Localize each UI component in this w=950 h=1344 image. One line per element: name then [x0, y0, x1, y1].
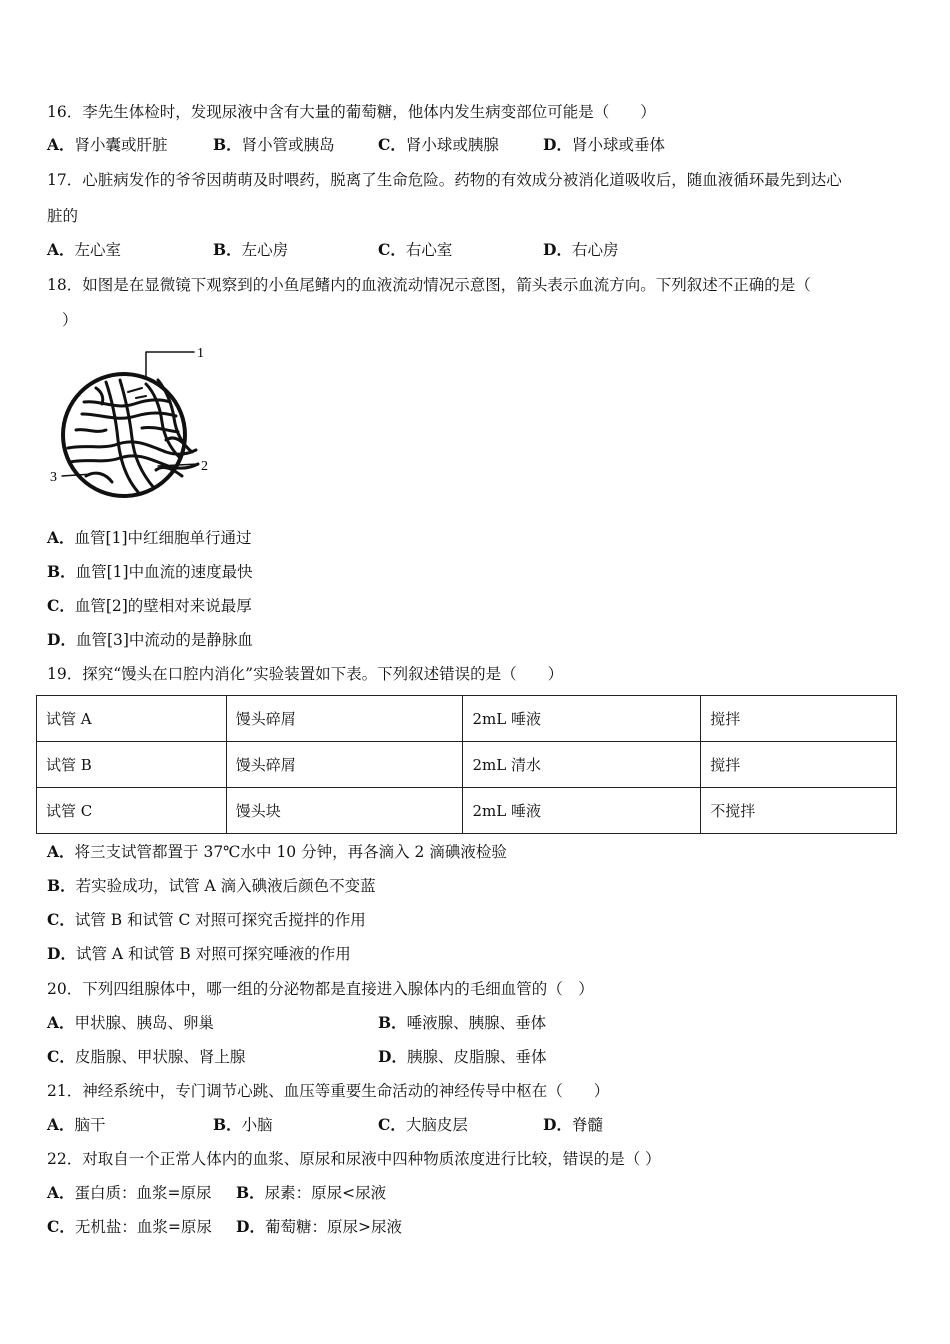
q17-stem-line1: 17．心脏病发作的爷爷因萌萌及时喂药，脱离了生命危险。药物的有效成分被消化道吸收后，随血液循环最先到达心: [47, 171, 842, 189]
option-label: A．: [47, 842, 75, 861]
option-label: A．: [47, 528, 75, 547]
option-text: 唾液腺、胰腺、垂体: [406, 1014, 547, 1032]
q18-option-b[interactable]: [47, 561, 253, 583]
option-label: D．: [543, 1115, 572, 1134]
option-label: C．: [47, 596, 75, 615]
option-label: C．: [378, 1115, 406, 1134]
table-cell: 2mL 清水: [463, 742, 701, 788]
q17-option-b[interactable]: [213, 239, 288, 261]
option-text: 脑干: [74, 1116, 106, 1134]
table-row: [37, 696, 897, 742]
option-label: D．: [543, 135, 572, 154]
q20-option-a[interactable]: [47, 1012, 214, 1034]
option-text: 试管 A 和试管 B 对照可探究唾液的作用: [75, 945, 351, 963]
experiment-table: [36, 695, 897, 834]
q21-option-a[interactable]: [47, 1114, 106, 1136]
q22-option-c[interactable]: [47, 1216, 212, 1238]
option-text: 若实验成功，试管 A 滴入碘液后颜色不变蓝: [75, 877, 376, 895]
option-text: 左心室: [74, 241, 122, 259]
table-cell: 2mL 唾液: [463, 696, 701, 742]
q22-stem: 22．对取自一个正常人体内的血浆、原尿和尿液中四种物质浓度进行比较，错误的是（ ）: [47, 1150, 661, 1168]
q16-option-a[interactable]: [47, 134, 168, 156]
q19-stem: 19．探究“馒头在口腔内消化”实验装置如下表。下列叙述错误的是（ ）: [47, 665, 564, 683]
table-cell: 2mL 唾液: [463, 788, 701, 834]
option-label: D．: [236, 1217, 265, 1236]
option-text: 皮脂腺、甲状腺、肾上腺: [74, 1048, 246, 1066]
option-label: D．: [47, 630, 76, 649]
option-label: B．: [236, 1183, 265, 1202]
q16-option-b[interactable]: [213, 134, 335, 156]
option-label: C．: [378, 240, 406, 259]
q20-option-b[interactable]: [378, 1012, 546, 1034]
option-text: 大脑皮层: [405, 1116, 468, 1134]
q17-stem-line2: 脏的: [47, 207, 79, 225]
q21-option-d[interactable]: [543, 1114, 603, 1136]
q19-option-b[interactable]: [47, 875, 376, 897]
option-label: A．: [47, 240, 75, 259]
q17-option-c[interactable]: [378, 239, 452, 261]
option-text: 将三支试管都置于 37℃水中 10 分钟，再各滴入 2 滴碘液检验: [74, 843, 507, 861]
option-text: 左心房: [241, 241, 289, 259]
option-label: C．: [47, 910, 75, 929]
q21-stem: 21．神经系统中，专门调节心跳、血压等重要生命活动的神经传导中枢在（ ）: [47, 1082, 610, 1100]
q16-stem: 16．李先生体检时，发现尿液中含有大量的葡萄糖，他体内发生病变部位可能是（ ）: [47, 103, 656, 121]
q22-option-d[interactable]: [236, 1216, 402, 1238]
option-text: 血管[1]中血流的速度最快: [75, 563, 253, 581]
option-label: C．: [47, 1217, 75, 1236]
q18-stem-line2: ）: [62, 311, 78, 329]
option-label: A．: [47, 1183, 75, 1202]
option-text: 肾小管或胰岛: [241, 136, 335, 154]
q16-option-c[interactable]: [378, 134, 499, 156]
option-text: 血管[1]中红细胞单行通过: [74, 529, 252, 547]
q20-stem: 20．下列四组腺体中，哪一组的分泌物都是直接进入腺体内的毛细血管的（ ）: [47, 980, 594, 998]
option-text: 葡萄糖：原尿>尿液: [264, 1218, 402, 1236]
option-label: C．: [378, 135, 406, 154]
table-cell: 搅拌: [701, 742, 897, 788]
table-cell: 馒头块: [226, 788, 463, 834]
q20-option-d[interactable]: [378, 1046, 546, 1068]
option-text: 甲状腺、胰岛、卵巢: [74, 1014, 215, 1032]
option-label: B．: [47, 876, 76, 895]
q19-option-c[interactable]: [47, 909, 366, 931]
option-text: 右心室: [405, 241, 453, 259]
figure-label-1: 1: [197, 346, 204, 361]
table-row: [37, 742, 897, 788]
option-text: 肾小囊或肝脏: [74, 136, 168, 154]
option-text: 右心房: [571, 241, 619, 259]
option-label: D．: [47, 944, 76, 963]
q22-option-a[interactable]: [47, 1182, 212, 1204]
table-cell: 试管 A: [37, 696, 227, 742]
option-text: 肾小球或垂体: [571, 136, 665, 154]
fish-tail-microscope-figure: [46, 340, 221, 505]
q22-option-b[interactable]: [236, 1182, 386, 1204]
q20-option-c[interactable]: [47, 1046, 245, 1068]
option-label: D．: [378, 1047, 407, 1066]
figure-label-3: 3: [50, 470, 57, 485]
label-line-1: [146, 352, 194, 376]
option-label: A．: [47, 1115, 75, 1134]
option-text: 蛋白质：血浆=原尿: [74, 1184, 212, 1202]
option-text: 脊髓: [571, 1116, 603, 1134]
option-text: 肾小球或胰腺: [405, 136, 499, 154]
option-text: 血管[3]中流动的是静脉血: [75, 631, 253, 649]
option-label: D．: [543, 240, 572, 259]
option-label: B．: [47, 562, 76, 581]
option-text: 血管[2]的壁相对来说最厚: [74, 597, 252, 615]
option-text: 无机盐：血浆=原尿: [74, 1218, 212, 1236]
option-label: A．: [47, 135, 75, 154]
table-cell: 试管 B: [37, 742, 227, 788]
option-label: C．: [47, 1047, 75, 1066]
q18-option-a[interactable]: [47, 527, 252, 549]
table-cell: 搅拌: [701, 696, 897, 742]
table-cell: 馒头碎屑: [226, 696, 463, 742]
q18-option-d[interactable]: [47, 629, 253, 651]
option-label: A．: [47, 1013, 75, 1032]
option-text: 小脑: [241, 1116, 273, 1134]
option-text: 胰腺、皮脂腺、垂体: [406, 1048, 547, 1066]
table-row: [37, 788, 897, 834]
table-cell: 馒头碎屑: [226, 742, 463, 788]
q19-option-a[interactable]: [47, 841, 507, 863]
q19-option-d[interactable]: [47, 943, 351, 965]
q21-option-c[interactable]: [378, 1114, 468, 1136]
option-label: B．: [378, 1013, 407, 1032]
q18-option-c[interactable]: [47, 595, 252, 617]
option-label: B．: [213, 1115, 242, 1134]
option-label: B．: [213, 240, 242, 259]
q18-stem-line1: 18．如图是在显微镜下观察到的小鱼尾鳍内的血液流动情况示意图，箭头表示血流方向。下列叙述不正确的是（: [47, 276, 811, 294]
blood-vessel-network: [68, 380, 198, 492]
table-cell: 不搅拌: [701, 788, 897, 834]
figure-label-2: 2: [201, 459, 208, 474]
q16-option-d[interactable]: [543, 134, 665, 156]
option-label: B．: [213, 135, 242, 154]
option-text: 试管 B 和试管 C 对照可探究舌搅拌的作用: [74, 911, 366, 929]
option-text: 尿素：原尿<尿液: [264, 1184, 387, 1202]
q17-option-d[interactable]: [543, 239, 618, 261]
q21-option-b[interactable]: [213, 1114, 273, 1136]
table-cell: 试管 C: [37, 788, 227, 834]
q17-option-a[interactable]: [47, 239, 121, 261]
